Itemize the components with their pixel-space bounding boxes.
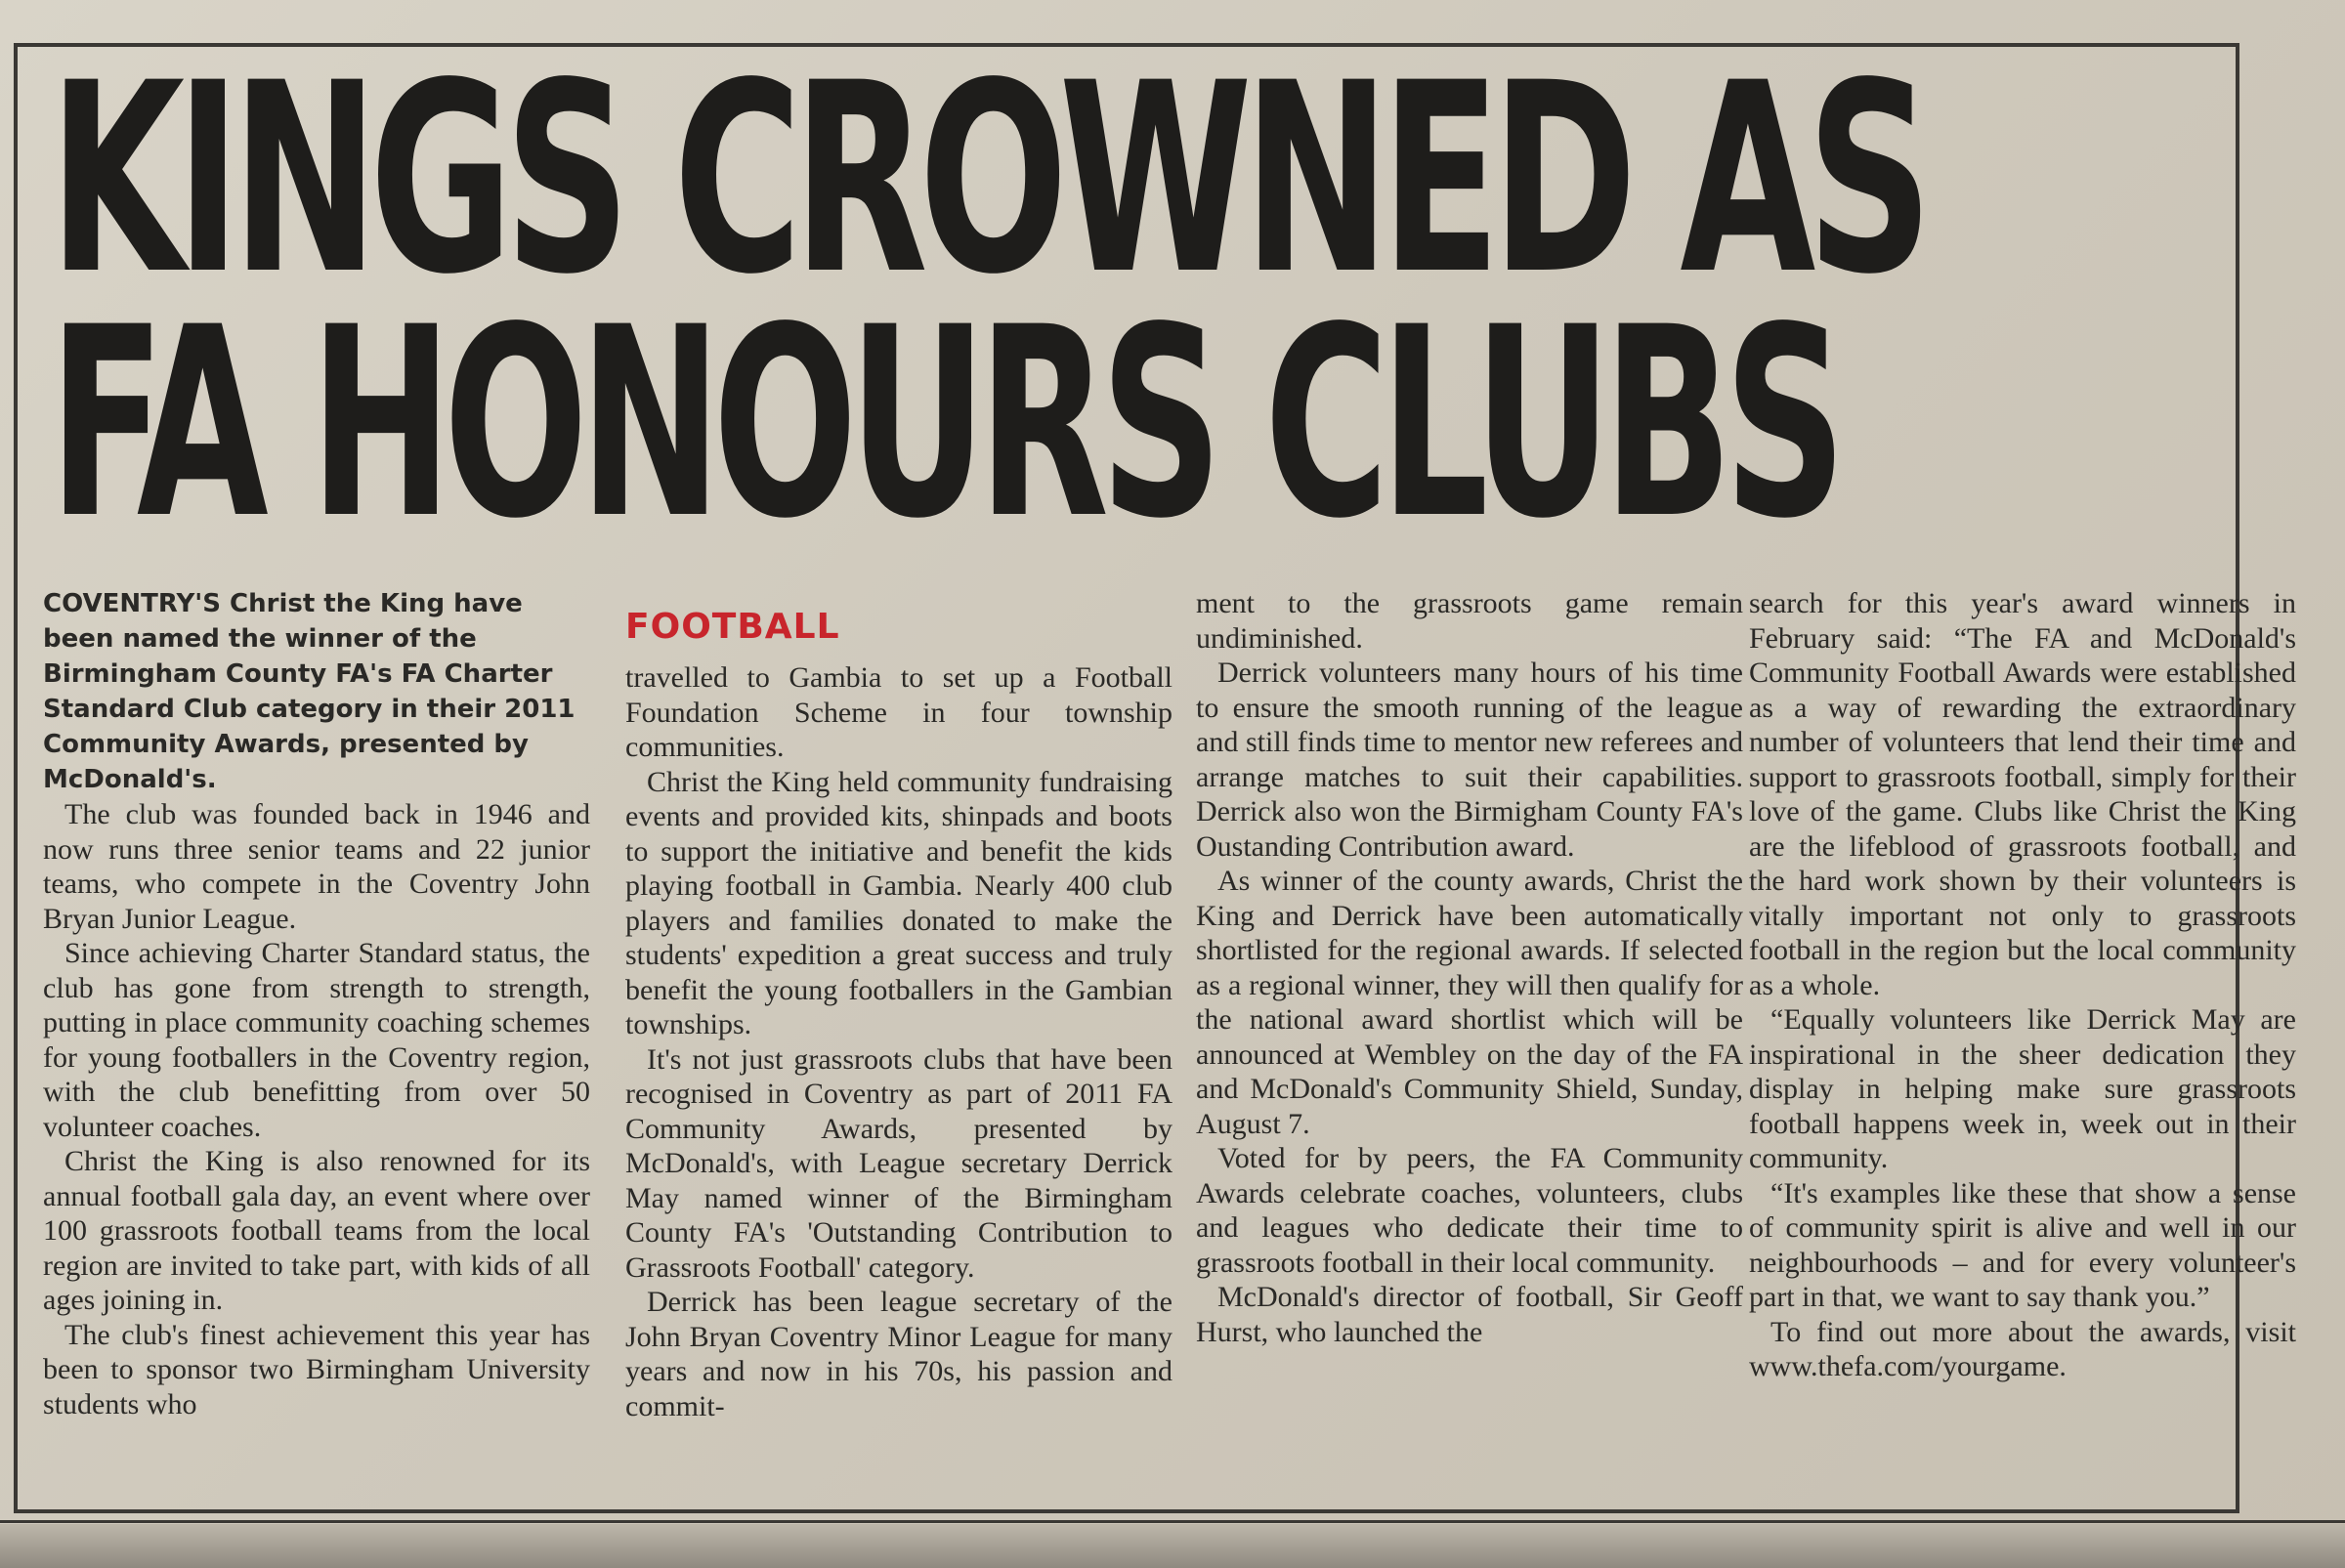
body-paragraph: Since achieving Charter Standard status, the club has gone from strength to strength, putting in place community coaching schemes for young footballers in the Coventry region, with the club benefitting from over 50 volunteer coaches. (43, 937, 590, 1143)
body-paragraph: ment to the grassroots game remain undiminished. (1196, 587, 1743, 655)
body-paragraph: “Equally volunteers like Derrick May are inspirational in the sheer dedication they display in helping make sure grassroots football happens week in, week out in their community. (1749, 1003, 2296, 1174)
article-column-3 (1196, 586, 1743, 1524)
headline-line-1: KINGS CROWNED AS (49, 27, 1924, 332)
body-paragraph: It's not just grassroots clubs that have been recognised in Coventry as part of 2011 FA Community Awards, presented by McDonald's, with League secretary Derrick May named winner of the Birmingham County FA's 'Outstanding Contribution to Grassroots Football' category. (625, 1042, 1172, 1284)
body-paragraph: Christ the King is also renowned for its annual football gala day, an event where over 100 grassroots football teams from the local region are invited to take part, with kids of all ages joining in. (43, 1145, 590, 1316)
body-paragraph: Derrick volunteers many hours of his time to ensure the smooth running of the league and still finds time to mentor new referees and arrange matches to suit their capabilities. Derrick also won the Birmigham County FA's Oustanding Contribution award. (1196, 657, 1743, 863)
bottom-rule (0, 1520, 2345, 1523)
page-edge (0, 1524, 2345, 1568)
article-column-4 (1749, 586, 2296, 1524)
body-paragraph: Christ the King held community fundraising events and provided kits, shinpads and boots to support the initiative and benefit the kids playing football in Gambia. Nearly 400 club players and families donated to make the students' expedition a great success and truly benefit the young footballers in the Gambian townships. (625, 765, 1172, 1040)
body-paragraph: The club was founded back in 1946 and now runs three senior teams and 22 junior teams, who compete in the Coventry John Bryan Junior League. (43, 798, 590, 935)
body-paragraph: To find out more about the awards, visit www.thefa.com/yourgame. (1749, 1315, 2296, 1382)
headline-line-2: FA HONOURS CLUBS (49, 272, 1838, 576)
body-paragraph: McDonald's director of football, Sir Geoff Hurst, who launched the (1196, 1281, 1743, 1348)
lead-paragraph: COVENTRY'S Christ the King have been named the winner of the Birmingham County FA's FA Charter Standard Club category in their 2011 Community Awards, presented by McDonald's. (43, 589, 576, 794)
body-paragraph: Voted for by peers, the FA Community Awards celebrate coaches, volunteers, clubs and leagues who dedicate their time to grassroots football in their local community. (1196, 1142, 1743, 1279)
article-column-2 (625, 586, 1172, 1524)
body-paragraph: search for this year's award winners in February said: “The FA and McDonald's Community Football Awards were established as a way of rewarding the extraordinary number of volunteers that lend their time and support to grassroots football, simply for their love of the game. Clubs like Christ the King are the lifeblood of grassroots football, and the hard work shown by their volunteers is vitally important not only to grassroots football in the region but the local community as a whole. (1749, 587, 2296, 1001)
body-paragraph: The club's finest achievement this year has been to sponsor two Birmingham University students who (43, 1318, 590, 1420)
body-paragraph: “It's examples like these that show a sense of community spirit is alive and well in our neighbourhoods – and for every volunteer's part in that, we want to say thank you.” (1749, 1176, 2296, 1313)
body-paragraph: travelled to Gambia to set up a Football Foundation Scheme in four township communities. (625, 661, 1172, 763)
body-paragraph: Derrick has been league secretary of the John Bryan Coventry Minor League for many years and now in his 70s, his passion and commit- (625, 1286, 1172, 1422)
body-paragraph: As winner of the county awards, Christ the King and Derrick have been automatically shortlisted for the regional awards. If selected as a regional winner, they will then qualify for the national award shortlist which will be announced at Wembley on the day of the FA and McDonald's Community Shield, Sunday, August 7. (1196, 865, 1743, 1140)
article-column-1 (43, 586, 590, 1524)
section-kicker: FOOTBALL (625, 607, 840, 647)
